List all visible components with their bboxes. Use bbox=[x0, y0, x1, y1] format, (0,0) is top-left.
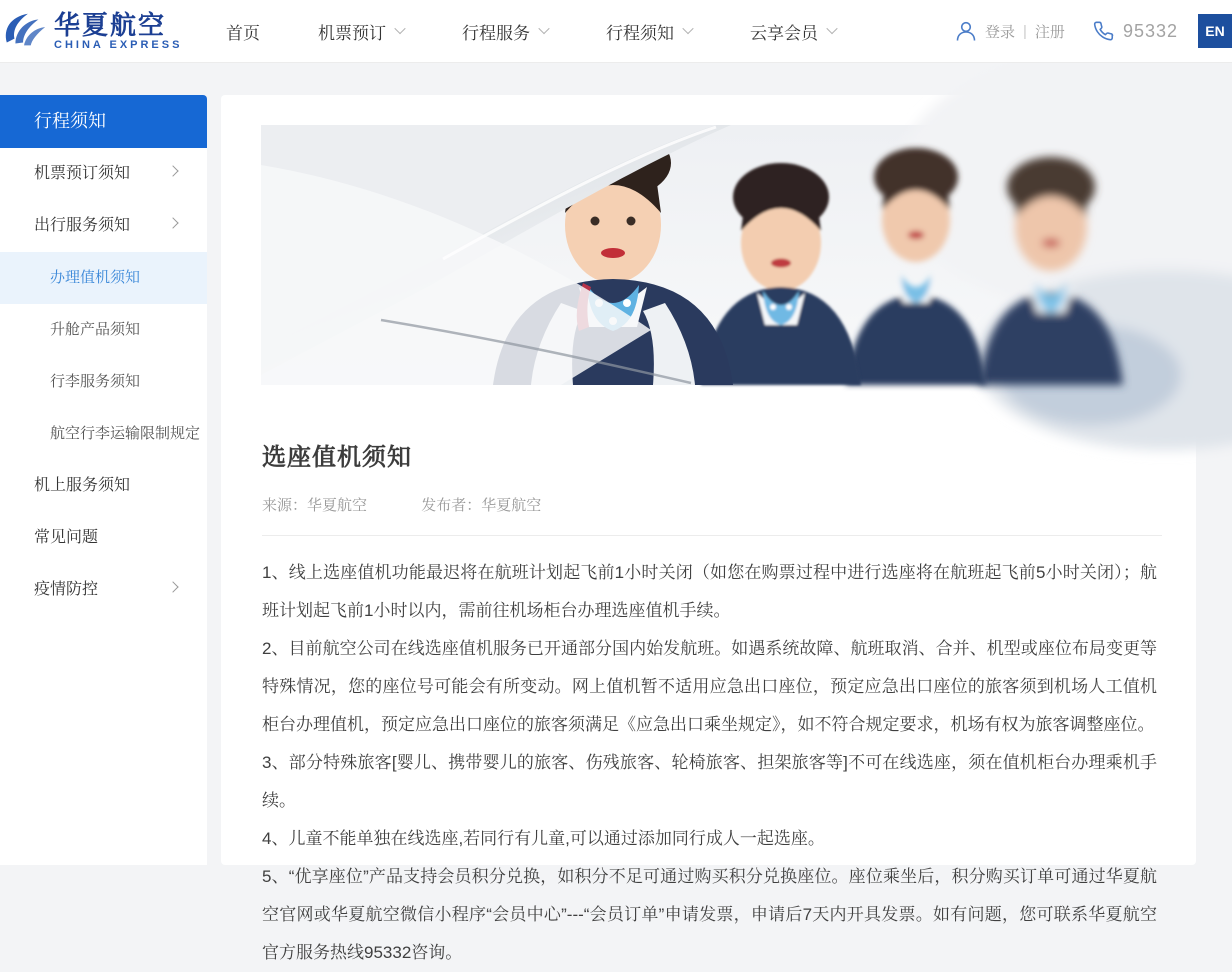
chevron-down-icon bbox=[394, 22, 405, 33]
article-title: 选座值机须知 bbox=[262, 444, 412, 471]
nav-item-label: 机票预订 bbox=[318, 23, 386, 43]
register-link[interactable]: 注册 bbox=[1034, 23, 1065, 41]
hero-image bbox=[261, 125, 1161, 385]
sidebar-item[interactable] bbox=[0, 460, 207, 512]
login-link[interactable]: 登录 bbox=[985, 23, 1016, 41]
publisher-value: 华夏航空 bbox=[481, 497, 542, 514]
nav-item-label: 首页 bbox=[226, 23, 260, 43]
chevron-down-icon bbox=[826, 22, 837, 33]
chevron-right-icon bbox=[167, 217, 178, 228]
logo-text-en: CHINA EXPRESS bbox=[54, 38, 183, 51]
wing-logo-icon bbox=[2, 8, 48, 54]
nav-item[interactable] bbox=[226, 19, 260, 44]
sidebar bbox=[0, 95, 207, 865]
nav-item[interactable] bbox=[606, 19, 692, 44]
sidebar-item[interactable] bbox=[0, 200, 207, 252]
login-register-separator: | bbox=[1023, 22, 1027, 40]
nav-item-label: 行程服务 bbox=[462, 23, 530, 43]
chevron-down-icon bbox=[538, 22, 549, 33]
sidebar-item-label: 常见问题 bbox=[34, 529, 99, 546]
nav-item[interactable] bbox=[750, 19, 836, 44]
sidebar-item[interactable] bbox=[0, 564, 207, 616]
sidebar-item[interactable] bbox=[0, 408, 207, 460]
sidebar-menu bbox=[0, 148, 207, 616]
article-paragraph: 1、线上选座值机功能最迟将在航班计划起飞前1小时关闭（如您在购票过程中进行选座将在航班起飞前5小时关闭）；航班计划起飞前1小时以内，需前往机场柜台办理选座值机手续。 bbox=[262, 563, 1157, 620]
article-body bbox=[262, 554, 1157, 972]
sidebar-item-label: 升舱产品须知 bbox=[50, 321, 141, 338]
nav-item-label: 云享会员 bbox=[750, 23, 818, 43]
user-icon bbox=[954, 19, 978, 43]
logo-text-cn: 华夏航空 bbox=[54, 9, 167, 40]
sidebar-item[interactable] bbox=[0, 304, 207, 356]
article-paragraph: 4、儿童不能单独在线选座,若同行有儿童,可以通过添加同行成人一起选座。 bbox=[262, 829, 825, 848]
chevron-right-icon bbox=[167, 165, 178, 176]
meta-divider bbox=[262, 535, 1162, 536]
sidebar-item-label: 行李服务须知 bbox=[50, 373, 141, 390]
article-paragraph: 2、目前航空公司在线选座值机服务已开通部分国内始发航班。如遇系统故障、航班取消、合并、机型或座位布局变更等特殊情况，您的座位号可能会有所变动。网上值机暂不适用应急出口座位，预定应急出口座位的旅客须到机场人工值机柜台办理值机，预定应急出口座位的旅客须满足《应急出口乘坐规定》，如不符合规定要求，机场有权为旅客调整座位。 bbox=[262, 639, 1157, 734]
top-header bbox=[0, 0, 1232, 63]
publisher-label: 发布者： bbox=[421, 497, 482, 514]
nav-item[interactable] bbox=[318, 19, 404, 44]
sidebar-item-label: 出行服务须知 bbox=[34, 217, 131, 234]
nav-item[interactable] bbox=[462, 19, 548, 44]
article-meta bbox=[262, 494, 1196, 515]
sidebar-item[interactable] bbox=[0, 356, 207, 408]
source-label: 来源： bbox=[262, 497, 308, 514]
chevron-down-icon bbox=[682, 22, 693, 33]
article-paragraph: 3、部分特殊旅客[婴儿、携带婴儿的旅客、伤残旅客、轮椅旅客、担架旅客等]不可在线选座，须在值机柜台办理乘机手续。 bbox=[262, 753, 1157, 810]
sidebar-item[interactable] bbox=[0, 148, 207, 200]
source-value: 华夏航空 bbox=[307, 497, 368, 514]
phone-box bbox=[1093, 20, 1178, 42]
nav-item-label: 行程须知 bbox=[606, 23, 674, 43]
sidebar-title: 行程须知 bbox=[0, 95, 207, 148]
header-right bbox=[954, 14, 1232, 48]
sidebar-item-label: 机票预订须知 bbox=[34, 165, 131, 182]
sidebar-item-label: 疫情防控 bbox=[34, 581, 99, 598]
main-nav bbox=[226, 19, 836, 44]
phone-number[interactable]: 95332 bbox=[1122, 20, 1178, 41]
main-content-card bbox=[221, 95, 1196, 962]
language-toggle-button[interactable]: EN bbox=[1198, 14, 1232, 48]
logo[interactable] bbox=[0, 8, 196, 54]
sidebar-item[interactable] bbox=[0, 252, 207, 304]
article-paragraph: 5、“优享座位”产品支持会员积分兑换，如积分不足可通过购买积分兑换座位。座位乘坐后，积分购买订单可通过华夏航空官网或华夏航空微信小程序“会员中心”---“会员订单”申请发票，申请后7天内开具发票。如有问题，您可联系华夏航空官方服务热线95332咨询。 bbox=[262, 867, 1157, 962]
sidebar-item-label: 机上服务须知 bbox=[34, 477, 131, 494]
sidebar-item[interactable] bbox=[0, 512, 207, 564]
chevron-right-icon bbox=[167, 581, 178, 592]
sidebar-item-label: 办理值机须知 bbox=[50, 269, 141, 286]
phone-icon bbox=[1093, 20, 1115, 42]
sidebar-item-label: 航空行李运输限制规定 bbox=[50, 425, 201, 442]
login-box bbox=[954, 19, 1065, 43]
